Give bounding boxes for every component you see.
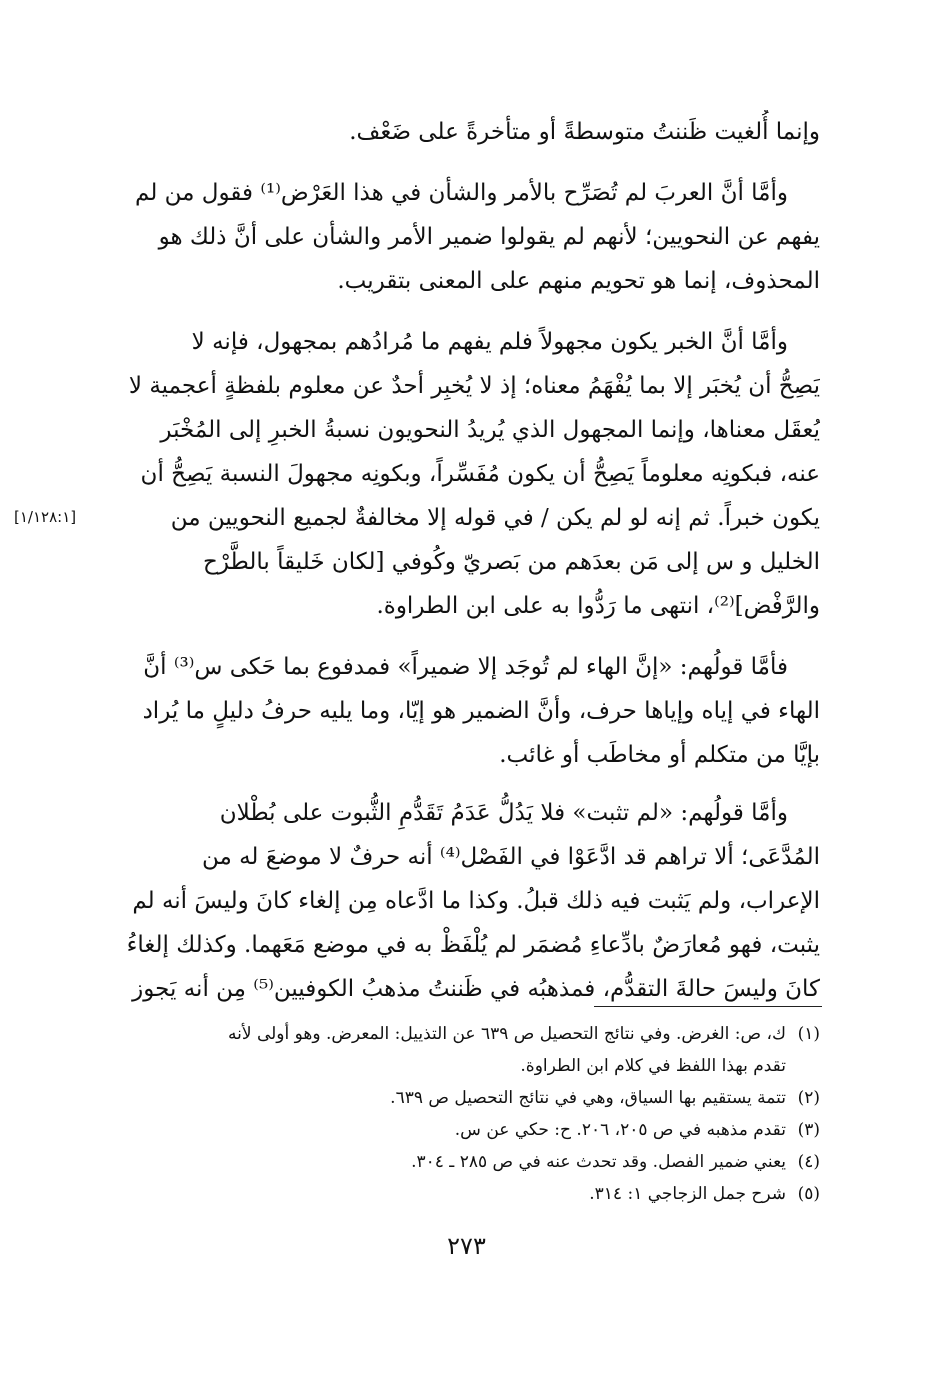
paragraph-5	[116, 791, 820, 1011]
page-number: ٢٧٣	[447, 1232, 486, 1260]
text-line: يثبت، فهو مُعارَضٌ بادِّعاءِ مُضمَر لم يُلْفَظْ به في موضع مَعَهما. وكذلك إلغاءُ	[126, 932, 820, 958]
footnote-number: (١)	[797, 1024, 820, 1044]
text-line: والرَّفْض]⁽²⁾، انتهى ما رَدُّوا به على ابن الطراوة.	[376, 593, 820, 619]
text-line: كانَ وليسَ حالةَ التقدُّم، فمذهبُه في ظَننتُ مذهبُ الكوفيين⁽⁵⁾ مِن أنه يَجوز	[132, 976, 820, 1002]
text-line: يكون خبراً. ثم إنه لو لم يكن / في قوله إلا مخالفةٌ لجميع النحويين من	[170, 505, 820, 531]
footnote-number: (٥)	[797, 1184, 820, 1204]
footnote-number: (٤)	[797, 1152, 820, 1172]
paragraph-1	[116, 110, 820, 154]
main-text	[116, 110, 820, 1028]
footnote-text: تتمة يستقيم بها السياق، وهي في نتائج التحصيل ص ٦٣٩.	[390, 1088, 786, 1108]
footnotes	[116, 1018, 820, 1210]
text-line: وأمَّا قولُهم: «لم تثبت» فلا يَدُلُّ عَدَمُ تَقَدُّمِ الثُّبوت على بُطْلان	[219, 800, 788, 826]
footnote-text: تقدم بهذا اللفظ في كلام ابن الطراوة.	[520, 1056, 786, 1076]
footnote-number: (٢)	[797, 1088, 820, 1108]
footnote-separator	[594, 1006, 822, 1007]
text-line: وإنما أُلغيت ظَننتُ متوسطةً أو متأخرةً على ضَعْف.	[349, 119, 820, 145]
footnote-4	[116, 1146, 820, 1178]
footnote-2	[116, 1082, 820, 1114]
text-line: فأمَّا قولُهم: «إنَّ الهاء لم تُوجَد إلا ضميراً» فمدفوع بما حَكى س⁽³⁾ أنَّ	[143, 654, 788, 680]
footnote-3	[116, 1114, 820, 1146]
footnote-text: يعني ضمير الفصل. وقد تحدث عنه في ص ٢٨٥ ـ ٣٠٤.	[411, 1152, 786, 1172]
footnote-text: تقدم مذهبه في ص ٢٠٥، ٢٠٦. ح: حكي عن س.	[454, 1120, 786, 1140]
text-line: المُدَّعَى؛ ألا تراهم قد ادَّعَوْا في الفَصْل⁽⁴⁾ أنه حرفٌ لا موضعَ له من	[201, 844, 820, 870]
paragraph-3	[116, 320, 820, 628]
text-line: المحذوف، إنما هو تحويم منهم على المعنى بتقريب.	[337, 268, 820, 294]
text-line: وأمَّا أنَّ العربَ لم تُصَرِّح بالأمر والشأن في هذا العَرْض⁽¹⁾ فقول من لم	[135, 180, 788, 206]
footnote-1-continued	[116, 1050, 820, 1082]
paragraph-2	[116, 171, 820, 303]
footnote-1	[116, 1018, 820, 1050]
text-line: يَصِحُّ أن يُخبَر إلا بما يُفْهَمُ معناه؛ إذ لا يُخبِر أحدٌ عن معلوم بلفظةٍ أعجمية لا	[128, 373, 820, 399]
footnote-5	[116, 1178, 820, 1210]
text-line: وأمَّا أنَّ الخبر يكون مجهولاً فلم يفهم ما مُرادُهم بمجهول، فإنه لا	[191, 329, 788, 355]
footnote-number: (٣)	[797, 1120, 820, 1140]
footnote-text: ك، ص: الغرض. وفي نتائج التحصيل ص ٦٣٩ عن التذييل: المعرض. وهو أولى لأنه	[228, 1024, 786, 1044]
text-line: عنه، فبكونِه معلوماً يَصِحُّ أن يكون مُفَسِّراً، وبكونِه مجهولَ النسبة يَصِحُّ أن	[140, 461, 820, 487]
text-line: الإعراب، ولم يَثبت فيه ذلك قبلُ. وكذا ما ادَّعاه مِن إلغاء كانَ وليسَ أنه لم	[132, 888, 820, 914]
footnote-text: شرح جمل الزجاجي ١: ٣١٤.	[589, 1184, 786, 1204]
text-line: بإيَّا من متكلم أو مخاطَب أو غائب.	[499, 742, 820, 768]
text-line: الخليل و س إلى مَن بعدَهم من بَصريّ وكُوفي [لكان خَليقاً بالطَّرْح	[202, 549, 820, 575]
paragraph-4	[116, 645, 820, 777]
text-line: الهاء في إياه وإياها حرف، وأنَّ الضمير هو إيّا، وما يليه حرفُ دليلٍ ما يُراد	[142, 698, 820, 724]
text-line: يُعقَل معناها، وإنما المجهول الذي يُريدُ النحويون نسبةُ الخبرِ إلى المُخْبَر	[160, 417, 820, 443]
margin-page-reference: [١/١٢٨:١]	[14, 508, 77, 526]
text-line: يفهم عن النحويين؛ لأنهم لم يقولوا ضمير الأمر والشأن على أنَّ ذلك هو	[158, 224, 820, 250]
